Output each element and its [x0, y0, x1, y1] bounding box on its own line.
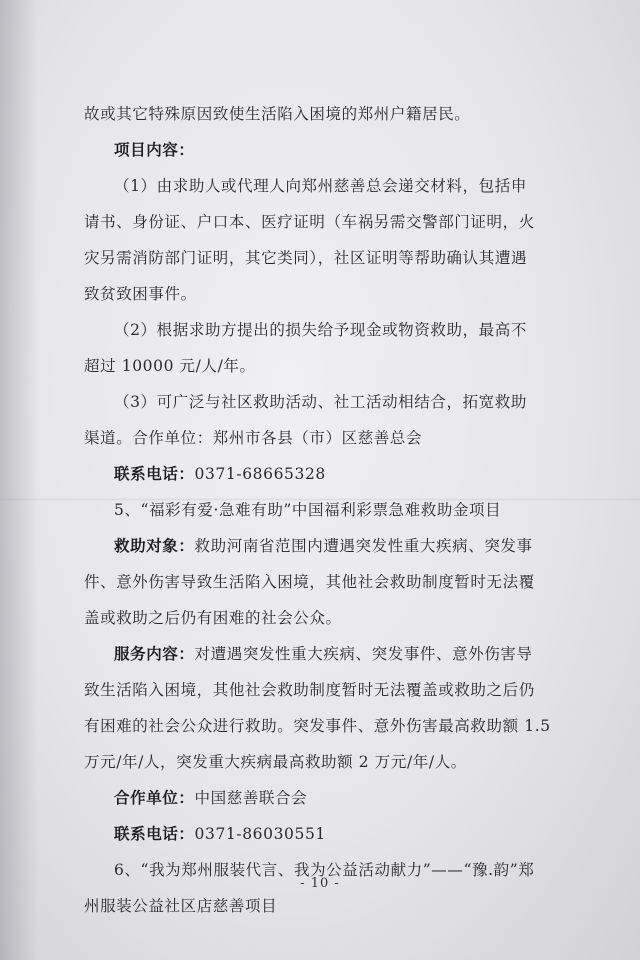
line-text: 灾另需消防部门证明，其它类同），社区证明等帮助确认其遭遇: [84, 249, 528, 267]
line-text: 盖或救助之后仍有困难的社会公众。: [84, 609, 342, 627]
text-line: [84, 204, 562, 240]
line-text: （3）可广泛与社区救助活动、社工活动相结合，拓宽救助: [114, 393, 527, 411]
line-text: 有困难的社会公众进行救助。突发事件、意外伤害最高救助额 1.5: [84, 717, 551, 735]
page-number: - 10 -: [300, 876, 340, 891]
text-line: [84, 384, 562, 420]
text-line: [84, 456, 562, 492]
text-line: [84, 312, 562, 348]
bold-label: 救助对象：: [114, 536, 195, 555]
bold-label: 联系电话：: [114, 464, 195, 483]
page-edge-shadow: [0, 0, 38, 960]
line-text: （2）根据求助方提出的损失给予现金或物资救助，最高不: [114, 321, 527, 339]
line-text: 请书、身份证、户口本、医疗证明（车祸另需交警部门证明，火: [84, 213, 535, 231]
line-text: 致生活陷入困境，其他社会救助制度暂时无法覆盖或救助之后仍: [84, 681, 535, 699]
bold-label: 联系电话：: [114, 824, 195, 843]
bold-label: 服务内容：: [114, 644, 195, 663]
text-line: [84, 564, 562, 600]
text-line: [84, 96, 562, 132]
line-text: 0371-86030551: [194, 825, 326, 843]
line-text: 万元/年/人，突发重大疾病最高救助额 2 万元/年/人。: [84, 753, 467, 771]
line-text: 0371-68665328: [194, 465, 326, 483]
text-line: [84, 348, 562, 384]
text-line: [84, 816, 562, 852]
line-text: 故或其它特殊原因致使生活陷入困境的郑州户籍居民。: [84, 105, 471, 123]
text-line: [84, 492, 562, 528]
line-text: 对遭遇突发性重大疾病、突发事件、意外伤害导: [194, 645, 533, 663]
line-text: 致贫致困事件。: [84, 285, 197, 303]
bold-label: 合作单位：: [114, 788, 195, 807]
document-body: [84, 96, 562, 924]
text-line: [84, 744, 562, 780]
text-line: [84, 636, 562, 672]
line-text: 5、“福彩有爱·急难有助”中国福利彩票急难救助金项目: [114, 501, 502, 519]
text-line: [84, 132, 562, 168]
line-text: 州服装公益社区店慈善项目: [84, 897, 278, 915]
text-line: [84, 600, 562, 636]
line-text: 中国慈善联合会: [194, 789, 308, 807]
line-text: 件、意外伤害导致生活陷入困境，其他社会救助制度暂时无法覆: [84, 573, 535, 591]
line-text: 超过 10000 元/人/年。: [84, 357, 256, 375]
text-line: [84, 888, 562, 924]
line-text: 救助河南省范围内遭遇突发性重大疾病、突发事: [194, 537, 533, 555]
bold-label: 项目内容：: [114, 140, 195, 159]
text-line: [84, 528, 562, 564]
text-line: [84, 780, 562, 816]
line-text: 渠道。合作单位：郑州市各县（市）区慈善总会: [84, 429, 423, 447]
text-line: [84, 708, 562, 744]
line-text: 6、“我为郑州服装代言、我为公益活动献力”——“豫.韵”郑: [114, 861, 535, 879]
text-line: [84, 240, 562, 276]
line-text: （1）由求助人或代理人向郑州慈善总会递交材料，包括申: [114, 177, 527, 195]
text-line: [84, 420, 562, 456]
text-line: [84, 672, 562, 708]
text-line: [84, 276, 562, 312]
text-line: [84, 168, 562, 204]
